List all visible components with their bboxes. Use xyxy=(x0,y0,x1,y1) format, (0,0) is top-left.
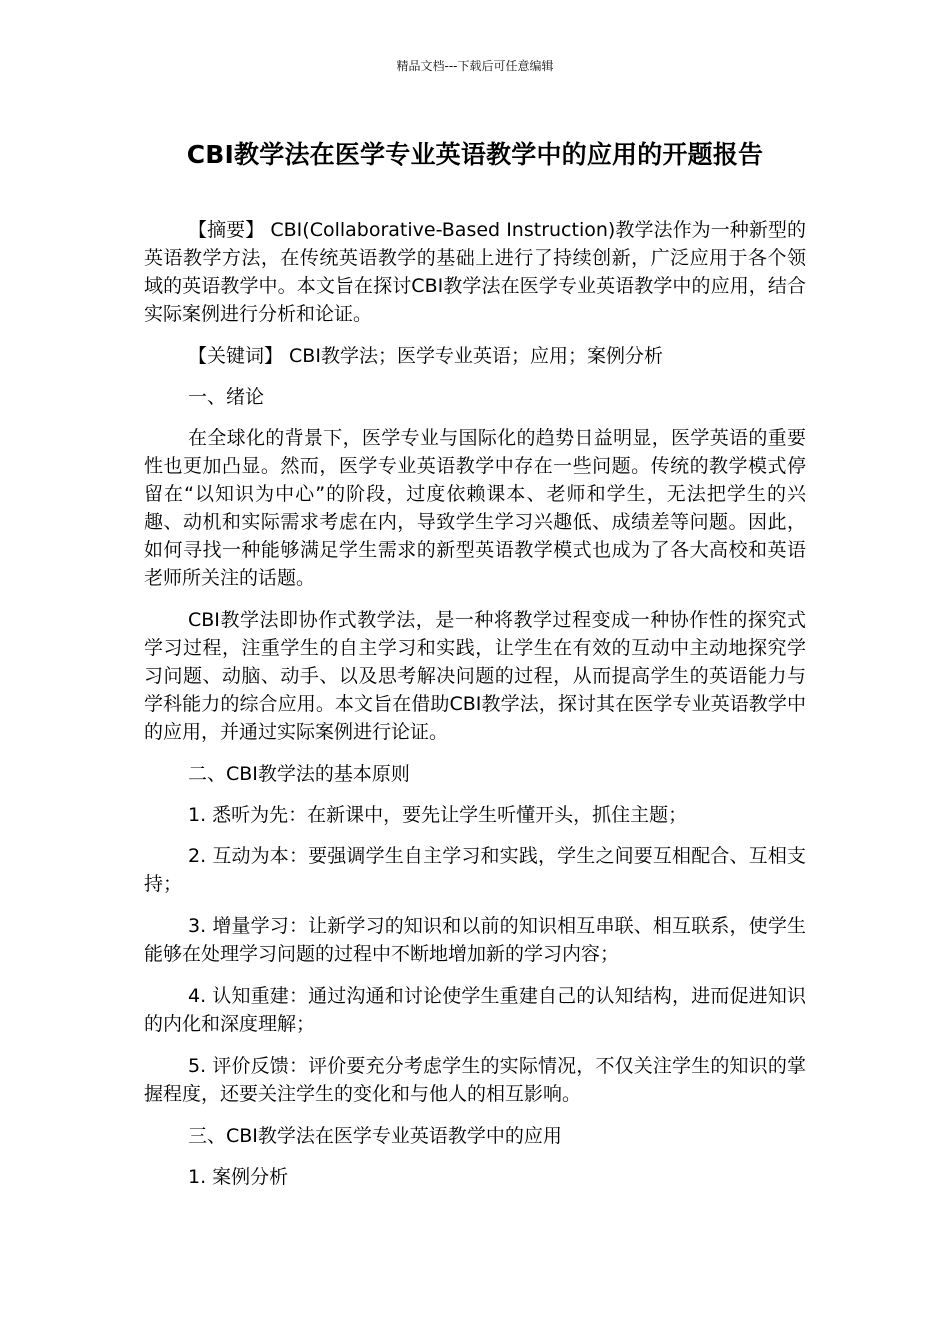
section-heading-application: 三、CBI教学法在医学专业英语教学中的应用 xyxy=(188,1125,562,1147)
list-item: 3. 增量学习：让新学习的知识和以前的知识相互串联、相互联系，使学生能够在处理学习问题的过程中不断地增加新的学习内容； xyxy=(144,915,806,965)
body-paragraph: 在全球化的背景下，医学专业与国际化的趋势日益明显，医学英语的重要性也更加凸显。然而，医学专业英语教学中存在一些问题。传统的教学模式停留在“以知识为中心”的阶段，过度依赖课本、老师和学生，无法把学生的兴趣、动机和实际需求考虑在内，导致学生学习兴趣低、成绩差等问题。因此，如何寻找一种能够满足学生需求的新型英语教学模式也成为了各大高校和英语老师所关注的话题。 xyxy=(144,427,806,589)
list-item: 5. 评价反馈：评价要充分考虑学生的实际情况，不仅关注学生的知识的掌握程度，还要关注学生的变化和与他人的相互影响。 xyxy=(144,1055,806,1105)
section-heading-introduction: 一、绪论 xyxy=(188,386,265,408)
section-heading-principles: 二、CBI教学法的基本原则 xyxy=(188,763,410,785)
list-item: 4. 认知重建：通过沟通和讨论使学生重建自己的认知结构，进而促进知识的内化和深度理解； xyxy=(144,985,806,1035)
list-item: 2. 互动为本：要强调学生自主学习和实践，学生之间要互相配合、互相支持； xyxy=(144,845,806,895)
list-item: 1. 案例分析 xyxy=(188,1166,289,1188)
body-paragraph: CBI教学法即协作式教学法，是一种将教学过程变成一种协作性的探究式学习过程，注重学生的自主学习和实践，让学生在有效的互动中主动地探究学习问题、动脑、动手、以及思考解决问题的过程，从而提高学生的英语能力与学科能力的综合应用。本文旨在借助CBI教学法，探讨其在医学专业英语教学中的应用，并通过实际案例进行论证。 xyxy=(144,609,806,743)
header-note: 精品文档---下载后可任意编辑 xyxy=(396,59,554,73)
list-item: 1. 悉听为先：在新课中，要先让学生听懂开头，抓住主题； xyxy=(188,804,688,826)
page-title: CBI教学法在医学专业英语教学中的应用的开题报告 xyxy=(186,140,764,169)
keywords-paragraph: 【关键词】 CBI教学法；医学专业英语；应用；案例分析 xyxy=(188,345,663,367)
document-body xyxy=(144,216,806,1205)
abstract-paragraph: 【摘要】 CBI(Collaborative-Based Instruction)教学法作为一种新型的英语教学方法，在传统英语教学的基础上进行了持续创新，广泛应用于各个领域的英语教学中。本文旨在探讨CBI教学法在医学专业英语教学中的应用，结合实际案例进行分析和论证。 xyxy=(144,219,806,325)
